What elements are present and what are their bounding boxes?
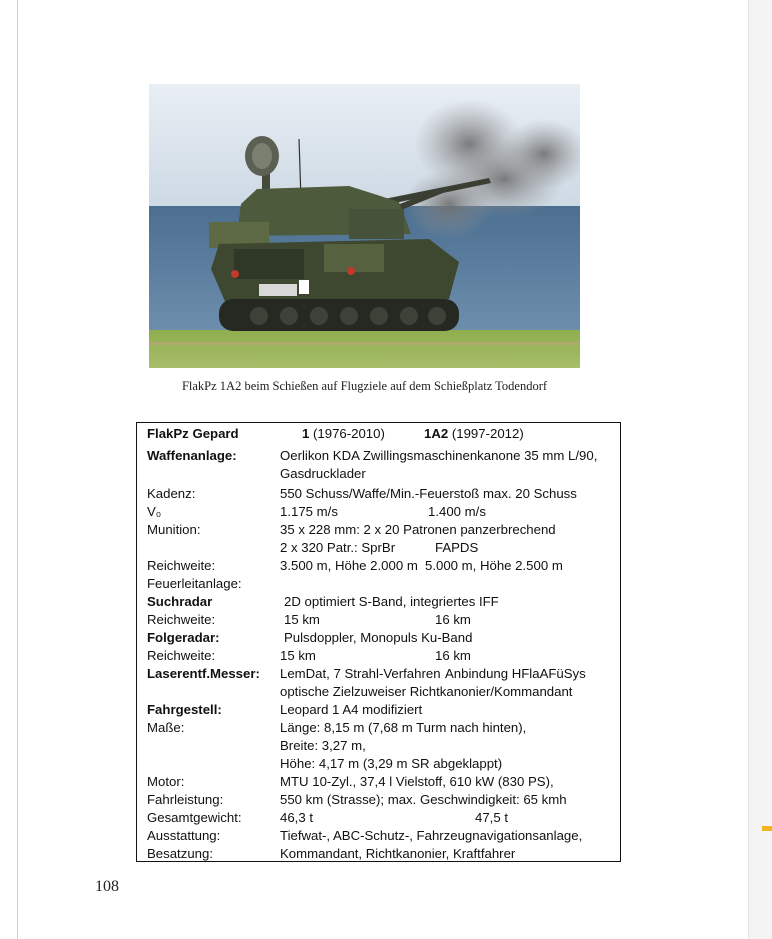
bookmark-tab [762, 826, 772, 831]
page-left-border [17, 0, 18, 939]
next-page-edge [748, 0, 772, 939]
version-1: 1 (1976-2010) [302, 426, 385, 441]
page-number: 108 [95, 878, 119, 895]
version-1a2: 1A2 (1997-2012) [424, 426, 524, 441]
table-title: FlakPz Gepard [147, 426, 239, 441]
spec-table: FlakPz Gepard 1 (1976-2010) 1A2 (1997-2012) Waffenanlage: Oerlikon KDA Zwillingsmaschinenkanone 35 mm L/90, Gasdrucklader Kadenz: 550 Schuss/Waffe/Min.-Feuerstoß max. 20 Schuss V₀ 1.175 m/s 1.400 m/s Munition: 35 x 228 mm: 2 x 20 Patronen panzerbrechend 2 x 320 Patr.: SprBr FAPDS Reichweite: 3.500 m, Höhe 2.000 m 5.000 m, Höhe 2.500 m Feuerleitanlage: Suchradar 2D optimiert S-Band, integriertes IFF Reichweite: 15 km 16 km Folgeradar: Pulsdoppler, Monopuls Ku-Band Reichweite: 15 km 16 km Laserentf.Messer: LemDat, 7 Strahl-Verfahren Anbindung HFlaAFüSys optische Zielzuweiser Richtkanonier/Kommandant Fahrgestell: Leopard 1 A4 modifiziert Maße: Länge: 8,15 m (7,68 m Turm nach hinten), Breite: 3,27 m, Höhe: 4,17 m (3,29 m SR abgeklappt) Motor: MTU 10-Zyl., 37,4 l Vielstoff, 610 kW (830 PS), Fahrleistung: 550 km (Strasse); max. Geschwindigkeit: 65 kmh Gesamtgewicht: 46,3 t 47,5 t Ausstattung: Tiefwat-, ABC-Schutz-, Fahrzeugnavigationsanlage, Besatzung: Kommandant, Richtkanonier, Kraftfahrer [136, 422, 621, 862]
tank-photo [149, 84, 580, 368]
photo-caption: FlakPz 1A2 beim Schießen auf Flugziele auf dem Schießplatz Todendorf [181, 379, 548, 393]
